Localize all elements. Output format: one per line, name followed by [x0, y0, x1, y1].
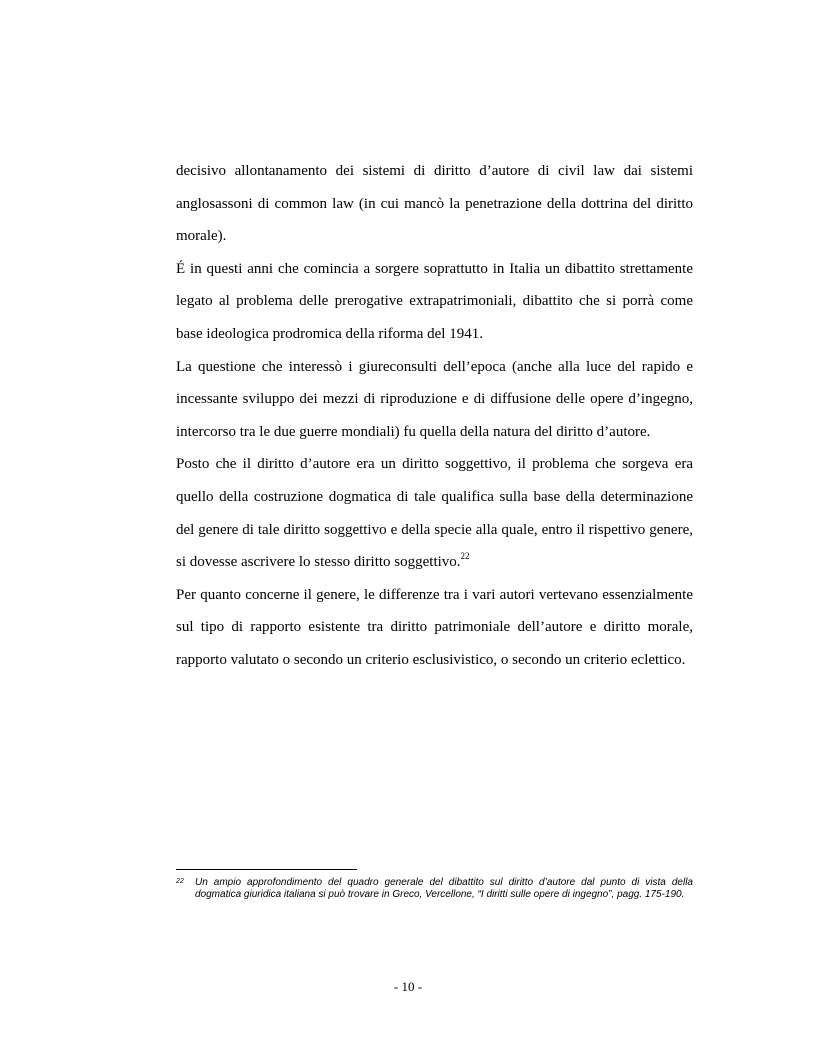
- paragraph-2: É in questi anni che comincia a sorgere soprattutto in Italia un dibattito strettamente legato al problema delle prerogative extrapatrimoniali, dibattito che si porrà come base ideologica prodromica della riforma del 1941.: [176, 260, 693, 342]
- footnote-number: 22: [176, 878, 184, 885]
- footnote: [176, 877, 693, 900]
- paragraph-1: decisivo allontanamento dei sistemi di diritto d’autore di civil law dai sistemi anglosassoni di common law (in cui mancò la penetrazione della dottrina del diritto morale).: [176, 163, 693, 245]
- footnote-text: Un ampio approfondimento del quadro generale del dibattito sul diritto d’autore dal punto di vista della dogmatica giuridica italiana si può trovare in Greco, Vercellone, “I diritti sulle opere di ingegno”, pagg. 175-190.: [195, 877, 693, 900]
- body-text: [176, 155, 693, 677]
- paragraph-5: Per quanto concerne il genere, le differenze tra i vari autori vertevano essenzialmente sul tipo di rapporto esistente tra diritto patrimoniale dell’autore e diritto morale, rapporto valutato o secondo un criterio esclusivistico, o secondo un criterio eclettico.: [176, 586, 693, 668]
- paragraph-3: La questione che interessò i giureconsulti dell’epoca (anche alla luce del rapido e incessante sviluppo dei mezzi di riproduzione e di diffusione delle opere d’ingegno, intercorso tra le due guerre mondiali) fu quella della natura del diritto d’autore.: [176, 358, 693, 440]
- footnote-reference[interactable]: 22: [460, 551, 470, 562]
- paragraph-4-text: Posto che il diritto d’autore era un diritto soggettivo, il problema che sorgeva era quello della costruzione dogmatica di tale qualifica sulla base della determinazione del genere di tale diritto soggettivo e della specie alla quale, entro il rispettivo genere, si dovesse ascrivere lo stesso diritto soggettivo.: [176, 456, 693, 571]
- footnote-separator: [176, 869, 357, 870]
- page-number: - 10 -: [393, 979, 423, 994]
- paragraph-4: [176, 448, 693, 578]
